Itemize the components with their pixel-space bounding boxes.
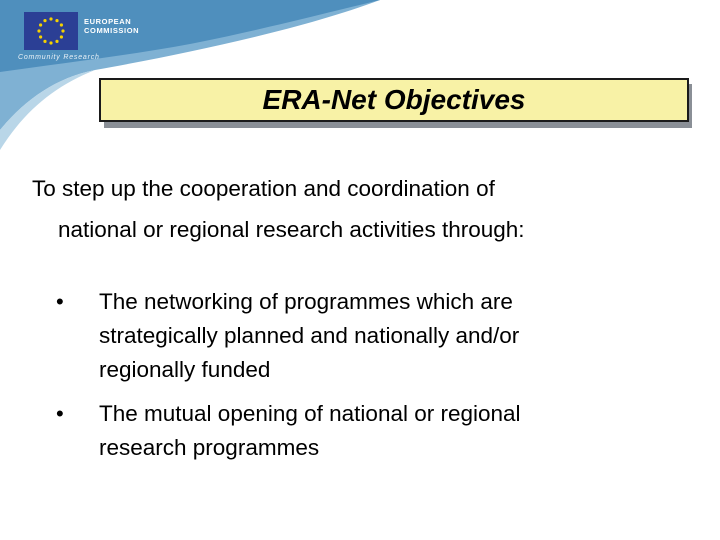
org-line2: COMMISSION — [84, 26, 140, 35]
community-research-label: Community Research — [18, 54, 100, 61]
title-box — [99, 78, 689, 122]
bullet-line: research programmes — [99, 435, 320, 460]
bullet-marker: • — [56, 289, 64, 314]
bullet-line: The networking of programmes which are — [99, 289, 513, 314]
bullet-line: regionally funded — [99, 357, 271, 382]
bullet-marker: • — [56, 401, 64, 426]
european-commission-logo — [24, 12, 139, 50]
bullet-text — [99, 285, 699, 387]
bullet-text — [99, 397, 699, 465]
slide-title: ERA-Net Objectives — [262, 84, 526, 115]
intro-line-1: To step up the cooperation and coordination of — [32, 176, 495, 201]
intro-text — [32, 168, 712, 250]
eu-flag-icon — [24, 12, 78, 50]
organization-name — [84, 17, 139, 35]
bullet-line: The mutual opening of national or regional — [99, 401, 521, 426]
bullet-line: strategically planned and nationally and/or — [99, 323, 520, 348]
intro-line-2: national or regional research activities through: — [58, 217, 525, 242]
org-line1: EUROPEAN — [84, 17, 132, 26]
